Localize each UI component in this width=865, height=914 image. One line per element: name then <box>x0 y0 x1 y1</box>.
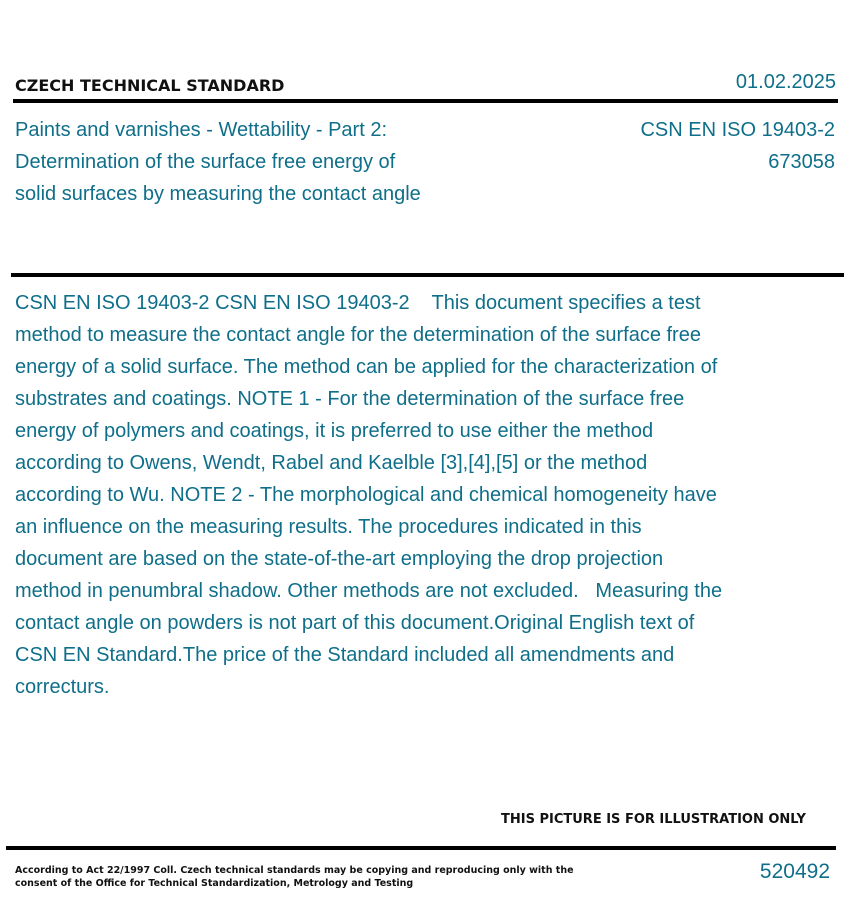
footer-divider <box>6 846 836 850</box>
issue-date: 01.02.2025 <box>735 71 836 93</box>
illustration-note: THIS PICTURE IS FOR ILLUSTRATION ONLY <box>501 812 806 827</box>
title-divider <box>11 273 844 277</box>
standard-code-block <box>640 114 835 178</box>
header-label: CZECH TECHNICAL STANDARD <box>15 76 285 95</box>
standard-code: CSN EN ISO 19403-2 <box>640 119 835 141</box>
legal-note: According to Act 22/1997 Coll. Czech technical standards may be copying and reproducing only with the consent of the Office for Technical Standardization, Metrology and Testing <box>15 865 574 889</box>
header-divider <box>13 99 838 103</box>
catalog-number: 673058 <box>768 151 835 173</box>
document-title: Paints and varnishes - Wettability - Part 2: Determination of the surface free energy of solid surfaces by measuring the contact angle <box>15 119 421 205</box>
abstract-text: CSN EN ISO 19403-2 CSN EN ISO 19403-2 This document specifies a test method to measure the contact angle for the determination of the surface free energy of a solid surface. The method can be applied for the characterization of substrates and coatings. NOTE 1 - For the determination of the surface free energy of polymers and coatings, it is preferred to use either the method according to Owens, Wendt, Rabel and Kaelble [3],[4],[5] or the method according to Wu. NOTE 2 - The morphological and chemical homogeneity have an influence on the measuring results. The procedures indicated in this document are based on the state-of-the-art employing the drop projection method in penumbral shadow. Other methods are not excluded. Measuring the contact angle on powders is not part of this document.Original English text of CSN EN Standard.The price of the Standard included all amendments and correcturs. <box>15 292 728 698</box>
footer-number: 520492 <box>759 860 830 883</box>
